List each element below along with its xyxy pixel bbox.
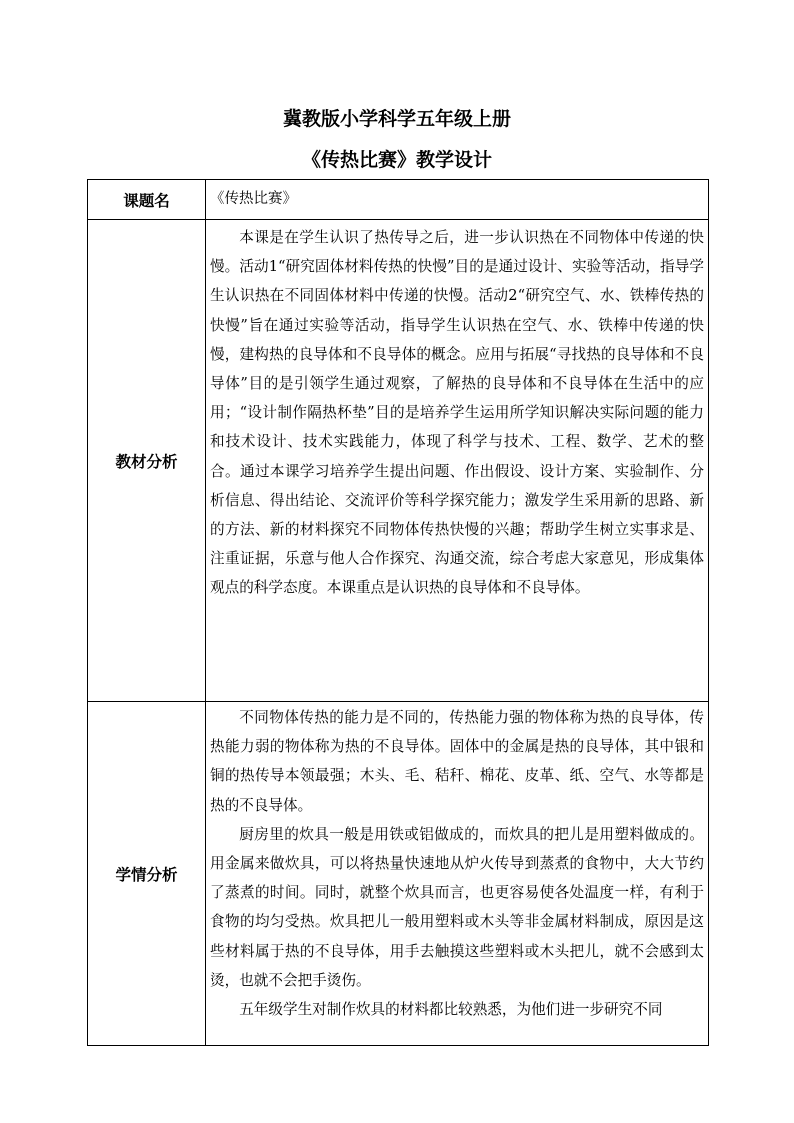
table-row-student-analysis (88, 702, 709, 1046)
material-analysis-content (206, 220, 709, 702)
student-analysis-label: 学情分析 (88, 702, 206, 1046)
table-row-topic (88, 180, 709, 220)
topic-label: 课题名 (88, 180, 206, 220)
document-title: 冀教版小学科学五年级上册 (282, 108, 511, 130)
student-analysis-paragraph: 厨房里的炊具一般是用铁或铝做成的，而炊具的把儿是用塑料做成的。用金属来做炊具，可以将热量快速地从炉火传导到蒸煮的食物中，大大节约了蒸煮的时间。同时，就整个炊具而言，也更容易使各处温度一样，有利于食物的均匀受热。炊具把儿一般用塑料或木头等非金属材料制成，原因是这些材料属于热的不良导体，用手去触摸这些塑料或木头把儿，就不会感到太烫，也就不会把手烫伤。 (210, 825, 704, 989)
material-analysis-label: 教材分析 (88, 220, 206, 702)
lesson-design-table (87, 179, 709, 1046)
student-analysis-paragraph: 不同物体传热的能力是不同的，传热能力强的物体称为热的良导体，传热能力弱的物体称为热的不良导体。固体中的金属是热的良导体，其中银和铜的热传导本领最强；木头、毛、秸秆、棉花、皮革、纸、空气、水等都是热的不良导体。 (210, 709, 704, 814)
topic-value: 《传热比赛》 (206, 180, 709, 220)
material-analysis-paragraph: 本课是在学生认识了热传导之后，进一步认识热在不同物体中传递的快慢。活动1“研究固体材料传热的快慢”目的是通过设计、实验等活动，指导学生认识热在不同固体材料中传递的快慢。活动2“研究空气、水、铁棒传热的快慢”旨在通过实验等活动，指导学生认识热在空气、水、铁棒中传递的快慢，建构热的良导体和不良导体的概念。应用与拓展“寻找热的良导体和不良导体”目的是引领学生通过观察，了解热的良导体和不良导体在生活中的应用；“设计制作隔热杯垫”目的是培养学生运用所学知识解决实际问题的能力和技术设计、技术实践能力，体现了科学与技术、工程、数学、艺术的整合。通过本课学习培养学生提出问题、作出假设、设计方案、实验制作、分析信息、得出结论、交流评价等科学探究能力；激发学生采用新的思路、新的方法、新的材料探究不同物体传热快慢的兴趣；帮助学生树立实事求是、注重证据，乐意与他人合作探究、沟通交流，综合考虑大家意见，形成集体观点的科学态度。本课重点是认识热的良导体和不良导体。 (210, 229, 704, 597)
document-subtitle: 《传热比赛》教学设计 (301, 149, 492, 171)
student-analysis-paragraph: 五年级学生对制作炊具的材料都比较熟悉，为他们进一步研究不同 (239, 1001, 663, 1019)
table-row-material-analysis (88, 220, 709, 702)
student-analysis-content (206, 702, 709, 1046)
